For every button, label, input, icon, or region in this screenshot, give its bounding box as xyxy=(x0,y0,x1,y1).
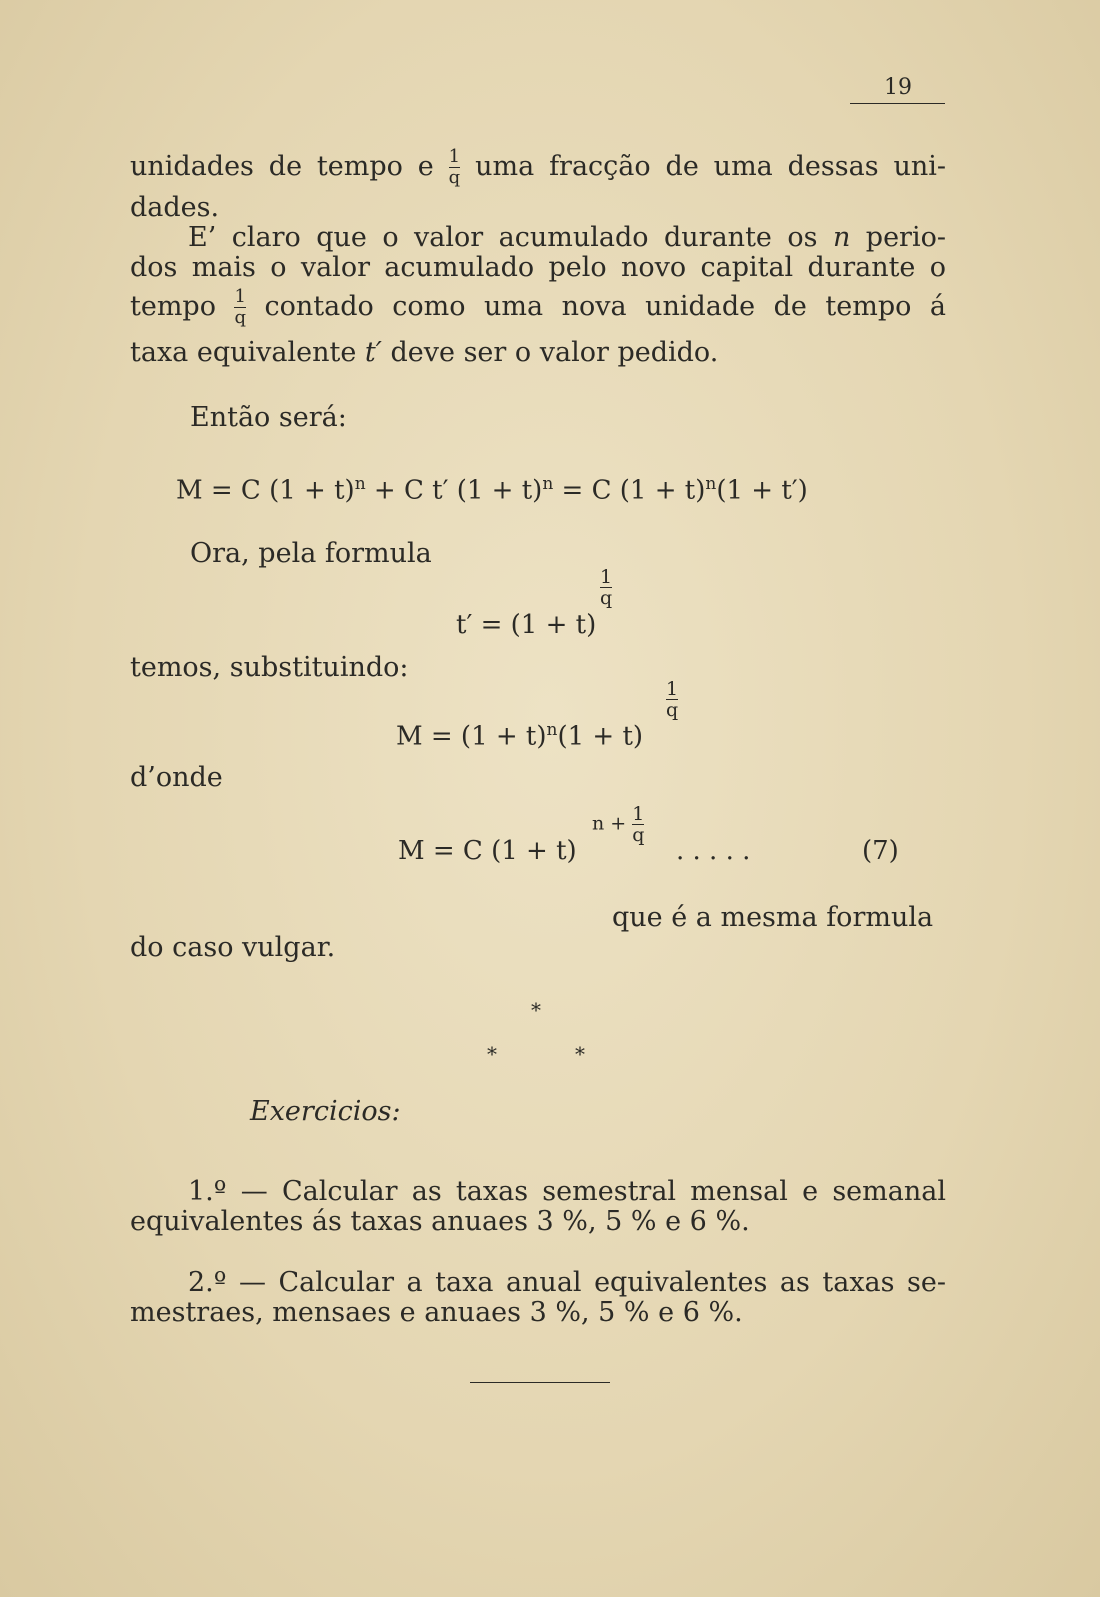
asterism-right: * xyxy=(575,1042,585,1066)
equation-4-dots: . . . . . xyxy=(676,836,751,866)
asterism-left: * xyxy=(487,1042,497,1066)
para2-text-f: deve ser o valor pedido. xyxy=(390,337,719,368)
fraction-1-over-q: $\frac{1}{q}$ xyxy=(234,286,247,328)
header-rule xyxy=(850,103,945,104)
para1-line1 xyxy=(130,148,946,187)
para5: temos, substituindo: xyxy=(130,652,409,683)
para6: d’onde xyxy=(130,762,223,793)
para3: Então será: xyxy=(190,402,347,433)
equation-4-exponent: n + $\frac{1}{q}$ xyxy=(592,803,645,846)
exercise-1-line2: equivalentes ás taxas anuaes 3 %, 5 % e 6 %. xyxy=(130,1206,750,1237)
para1-text-b: uma fracção de uma dessas uni- xyxy=(475,151,946,182)
para2-text-b: perio- xyxy=(865,222,946,253)
para1-text-a: unidades de tempo e xyxy=(130,151,434,182)
equation-3-exponent: $\frac{1}{q}$ xyxy=(666,678,679,721)
exercise-2-line1: 2.º — Calcular a taxa anual equivalentes as taxas se- xyxy=(188,1267,946,1298)
para7-line1: que é a mesma formula xyxy=(612,902,934,933)
para2-text-c: tempo xyxy=(130,291,216,322)
para2-line4 xyxy=(130,337,718,368)
fraction-1-over-q: $\frac{1}{q}$ xyxy=(448,146,461,188)
para1-line2: dades. xyxy=(130,192,220,223)
para2-text-a: E’ claro que o valor acumulado durante os xyxy=(188,222,818,253)
para2-line1 xyxy=(130,222,946,253)
equation-3: $M = (1 + t)^n(1 + t)$ xyxy=(396,720,644,752)
equation-4: M = C (1 + t) xyxy=(398,836,577,866)
closing-rule xyxy=(470,1382,610,1383)
para7-line2: do caso vulgar. xyxy=(130,932,336,963)
para2-line3 xyxy=(130,288,946,327)
para2-text-e: taxa equivalente xyxy=(130,337,357,368)
equation-2-exponent: $\frac{1}{q}$ xyxy=(600,566,613,609)
exercise-2-line2: mestraes, mensaes e anuaes 3 %, 5 % e 6 %. xyxy=(130,1297,743,1328)
exercises-heading: Exercicios: xyxy=(250,1096,401,1127)
equation-1: M = C $(1 + t)^n + C$ t′ $(1 + t)^n = C$ $(1 + t)^n(1 + t')$ xyxy=(176,474,808,506)
para2-line2: dos mais o valor acumulado pelo novo capital durante o xyxy=(130,252,946,283)
variable-n: n xyxy=(832,222,851,253)
para4: Ora, pela formula xyxy=(190,538,432,569)
equation-number: (7) xyxy=(862,836,899,866)
exercise-1-line1: 1.º — Calcular as taxas semestral mensal e semanal xyxy=(188,1176,946,1207)
equation-2: t′ = (1 + t) xyxy=(456,610,597,640)
para2-text-d: contado como uma nova unidade de tempo á xyxy=(264,291,946,322)
variable-t-prime: t′ xyxy=(364,337,382,368)
page-number: 19 xyxy=(884,75,912,100)
asterism-top: * xyxy=(531,998,541,1022)
